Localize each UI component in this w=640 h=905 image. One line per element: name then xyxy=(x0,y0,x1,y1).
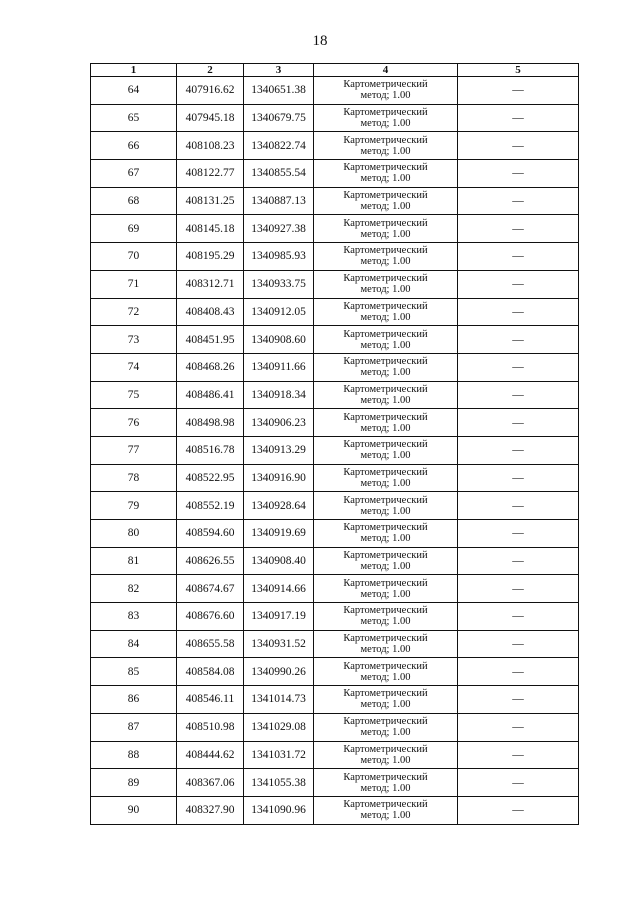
method-line-2: метод; 1.00 xyxy=(360,394,411,406)
method-cell xyxy=(314,381,458,409)
method-cell xyxy=(314,603,458,631)
y-coordinate-cell: 1340913.29 xyxy=(244,436,314,464)
method-line-1: Картометрический xyxy=(343,273,428,285)
method-line-1: Картометрический xyxy=(343,328,428,340)
method-line-1: Картометрический xyxy=(343,300,428,312)
description-cell: — xyxy=(458,492,579,520)
table-row xyxy=(91,686,579,714)
method-cell xyxy=(314,353,458,381)
table-row xyxy=(91,187,579,215)
x-coordinate-cell: 408195.29 xyxy=(177,243,244,271)
table-row xyxy=(91,353,579,381)
x-coordinate-cell: 408522.95 xyxy=(177,464,244,492)
table-row xyxy=(91,243,579,271)
y-coordinate-cell: 1340918.34 xyxy=(244,381,314,409)
method-cell xyxy=(314,520,458,548)
method-line-1: Картометрический xyxy=(343,162,428,174)
x-coordinate-cell: 408451.95 xyxy=(177,326,244,354)
table-row xyxy=(91,603,579,631)
table-header-row xyxy=(91,64,579,77)
method-line-1: Картометрический xyxy=(343,605,428,617)
table-row xyxy=(91,436,579,464)
method-line-1: Картометрический xyxy=(343,356,428,368)
method-line-2: метод; 1.00 xyxy=(360,671,411,683)
method-line-2: метод; 1.00 xyxy=(360,367,411,379)
page-number: 18 xyxy=(312,33,328,49)
x-coordinate-cell: 408626.55 xyxy=(177,547,244,575)
x-coordinate-cell: 408145.18 xyxy=(177,215,244,243)
point-number-cell: 84 xyxy=(91,630,177,658)
method-cell xyxy=(314,270,458,298)
method-cell xyxy=(314,492,458,520)
method-line-1: Картометрический xyxy=(343,771,428,783)
method-line-2: метод; 1.00 xyxy=(360,201,411,213)
method-line-1: Картометрический xyxy=(343,217,428,229)
method-line-2: метод; 1.00 xyxy=(360,145,411,157)
description-cell: — xyxy=(458,187,579,215)
y-coordinate-cell: 1341055.38 xyxy=(244,769,314,797)
method-line-2: метод; 1.00 xyxy=(360,810,411,822)
x-coordinate-cell: 408584.08 xyxy=(177,658,244,686)
y-coordinate-cell: 1340916.90 xyxy=(244,464,314,492)
method-line-2: метод; 1.00 xyxy=(360,644,411,656)
y-coordinate-cell: 1341014.73 xyxy=(244,686,314,714)
method-line-2: метод; 1.00 xyxy=(360,561,411,573)
x-coordinate-cell: 408468.26 xyxy=(177,353,244,381)
table-row xyxy=(91,520,579,548)
point-number-cell: 77 xyxy=(91,436,177,464)
point-number-cell: 82 xyxy=(91,575,177,603)
method-line-1: Картометрический xyxy=(343,577,428,589)
method-cell xyxy=(314,575,458,603)
table-body xyxy=(91,77,579,825)
method-line-1: Картометрический xyxy=(343,79,428,91)
method-cell xyxy=(314,409,458,437)
x-coordinate-cell: 408122.77 xyxy=(177,160,244,188)
method-cell xyxy=(314,630,458,658)
method-cell xyxy=(314,104,458,132)
point-number-cell: 88 xyxy=(91,741,177,769)
method-line-1: Картометрический xyxy=(343,383,428,395)
y-coordinate-cell: 1340908.40 xyxy=(244,547,314,575)
method-line-1: Картометрический xyxy=(343,716,428,728)
point-number-cell: 79 xyxy=(91,492,177,520)
method-line-2: метод; 1.00 xyxy=(360,339,411,351)
y-coordinate-cell: 1340919.69 xyxy=(244,520,314,548)
x-coordinate-cell: 408674.67 xyxy=(177,575,244,603)
method-cell xyxy=(314,160,458,188)
description-cell: — xyxy=(458,381,579,409)
method-line-1: Картометрический xyxy=(343,411,428,423)
y-coordinate-cell: 1341031.72 xyxy=(244,741,314,769)
method-line-2: метод; 1.00 xyxy=(360,173,411,185)
point-number-cell: 66 xyxy=(91,132,177,160)
point-number-cell: 87 xyxy=(91,713,177,741)
method-cell xyxy=(314,741,458,769)
table-row xyxy=(91,326,579,354)
header-col-3: 3 xyxy=(244,64,314,77)
method-line-2: метод; 1.00 xyxy=(360,505,411,517)
table-row xyxy=(91,769,579,797)
header-col-1: 1 xyxy=(91,64,177,77)
method-line-1: Картометрический xyxy=(343,688,428,700)
description-cell: — xyxy=(458,630,579,658)
x-coordinate-cell: 408108.23 xyxy=(177,132,244,160)
method-line-1: Картометрический xyxy=(343,550,428,562)
description-cell: — xyxy=(458,547,579,575)
point-number-cell: 67 xyxy=(91,160,177,188)
y-coordinate-cell: 1340927.38 xyxy=(244,215,314,243)
table-row xyxy=(91,796,579,824)
description-cell: — xyxy=(458,160,579,188)
x-coordinate-cell: 408498.98 xyxy=(177,409,244,437)
description-cell: — xyxy=(458,796,579,824)
point-number-cell: 68 xyxy=(91,187,177,215)
method-line-2: метод; 1.00 xyxy=(360,311,411,323)
point-number-cell: 72 xyxy=(91,298,177,326)
x-coordinate-cell: 408655.58 xyxy=(177,630,244,658)
method-line-2: метод; 1.00 xyxy=(360,699,411,711)
x-coordinate-cell: 407945.18 xyxy=(177,104,244,132)
x-coordinate-cell: 408510.98 xyxy=(177,713,244,741)
x-coordinate-cell: 408486.41 xyxy=(177,381,244,409)
x-coordinate-cell: 407916.62 xyxy=(177,77,244,105)
point-number-cell: 81 xyxy=(91,547,177,575)
y-coordinate-cell: 1340908.60 xyxy=(244,326,314,354)
description-cell: — xyxy=(458,464,579,492)
point-number-cell: 65 xyxy=(91,104,177,132)
table-row xyxy=(91,77,579,105)
method-cell xyxy=(314,769,458,797)
method-line-2: метод; 1.00 xyxy=(360,782,411,794)
y-coordinate-cell: 1340985.93 xyxy=(244,243,314,271)
table-row xyxy=(91,160,579,188)
y-coordinate-cell: 1340914.66 xyxy=(244,575,314,603)
description-cell: — xyxy=(458,77,579,105)
table-row xyxy=(91,132,579,160)
table-row xyxy=(91,492,579,520)
x-coordinate-cell: 408552.19 xyxy=(177,492,244,520)
method-line-2: метод; 1.00 xyxy=(360,256,411,268)
method-line-1: Картометрический xyxy=(343,660,428,672)
method-cell xyxy=(314,77,458,105)
x-coordinate-cell: 408676.60 xyxy=(177,603,244,631)
description-cell: — xyxy=(458,326,579,354)
description-cell: — xyxy=(458,686,579,714)
x-coordinate-cell: 408367.06 xyxy=(177,769,244,797)
description-cell: — xyxy=(458,603,579,631)
x-coordinate-cell: 408131.25 xyxy=(177,187,244,215)
description-cell: — xyxy=(458,520,579,548)
point-number-cell: 86 xyxy=(91,686,177,714)
point-number-cell: 69 xyxy=(91,215,177,243)
y-coordinate-cell: 1340911.66 xyxy=(244,353,314,381)
table-row xyxy=(91,630,579,658)
method-cell xyxy=(314,796,458,824)
method-cell xyxy=(314,686,458,714)
x-coordinate-cell: 408594.60 xyxy=(177,520,244,548)
method-line-2: метод; 1.00 xyxy=(360,450,411,462)
x-coordinate-cell: 408327.90 xyxy=(177,796,244,824)
y-coordinate-cell: 1340931.52 xyxy=(244,630,314,658)
table-row xyxy=(91,409,579,437)
description-cell: — xyxy=(458,575,579,603)
table-row xyxy=(91,464,579,492)
table-row xyxy=(91,104,579,132)
table-row xyxy=(91,575,579,603)
method-cell xyxy=(314,326,458,354)
table-row xyxy=(91,658,579,686)
y-coordinate-cell: 1340917.19 xyxy=(244,603,314,631)
description-cell: — xyxy=(458,713,579,741)
point-number-cell: 73 xyxy=(91,326,177,354)
method-cell xyxy=(314,132,458,160)
method-cell xyxy=(314,243,458,271)
method-cell xyxy=(314,464,458,492)
x-coordinate-cell: 408408.43 xyxy=(177,298,244,326)
x-coordinate-cell: 408444.62 xyxy=(177,741,244,769)
point-number-cell: 75 xyxy=(91,381,177,409)
point-number-cell: 70 xyxy=(91,243,177,271)
method-cell xyxy=(314,187,458,215)
method-cell xyxy=(314,713,458,741)
point-number-cell: 80 xyxy=(91,520,177,548)
y-coordinate-cell: 1340990.26 xyxy=(244,658,314,686)
point-number-cell: 89 xyxy=(91,769,177,797)
y-coordinate-cell: 1340822.74 xyxy=(244,132,314,160)
coordinates-table xyxy=(90,63,579,825)
description-cell: — xyxy=(458,658,579,686)
y-coordinate-cell: 1341029.08 xyxy=(244,713,314,741)
description-cell: — xyxy=(458,741,579,769)
method-line-2: метод; 1.00 xyxy=(360,284,411,296)
header-col-2: 2 xyxy=(177,64,244,77)
method-line-2: метод; 1.00 xyxy=(360,422,411,434)
table-row xyxy=(91,215,579,243)
method-line-1: Картометрический xyxy=(343,633,428,645)
method-line-1: Картометрический xyxy=(343,799,428,811)
method-line-2: метод; 1.00 xyxy=(360,588,411,600)
table-row xyxy=(91,270,579,298)
method-line-2: метод; 1.00 xyxy=(360,118,411,130)
x-coordinate-cell: 408546.11 xyxy=(177,686,244,714)
method-line-2: метод; 1.00 xyxy=(360,90,411,102)
description-cell: — xyxy=(458,409,579,437)
point-number-cell: 71 xyxy=(91,270,177,298)
method-line-1: Картометрический xyxy=(343,494,428,506)
point-number-cell: 76 xyxy=(91,409,177,437)
y-coordinate-cell: 1341090.96 xyxy=(244,796,314,824)
y-coordinate-cell: 1340651.38 xyxy=(244,77,314,105)
description-cell: — xyxy=(458,436,579,464)
y-coordinate-cell: 1340887.13 xyxy=(244,187,314,215)
table-row xyxy=(91,713,579,741)
table-row xyxy=(91,741,579,769)
method-line-1: Картометрический xyxy=(343,134,428,146)
point-number-cell: 90 xyxy=(91,796,177,824)
method-cell xyxy=(314,298,458,326)
y-coordinate-cell: 1340855.54 xyxy=(244,160,314,188)
description-cell: — xyxy=(458,769,579,797)
y-coordinate-cell: 1340679.75 xyxy=(244,104,314,132)
x-coordinate-cell: 408312.71 xyxy=(177,270,244,298)
point-number-cell: 74 xyxy=(91,353,177,381)
method-line-1: Картометрический xyxy=(343,743,428,755)
method-line-2: метод; 1.00 xyxy=(360,477,411,489)
description-cell: — xyxy=(458,104,579,132)
x-coordinate-cell: 408516.78 xyxy=(177,436,244,464)
y-coordinate-cell: 1340906.23 xyxy=(244,409,314,437)
method-line-2: метод; 1.00 xyxy=(360,754,411,766)
point-number-cell: 78 xyxy=(91,464,177,492)
method-line-2: метод; 1.00 xyxy=(360,727,411,739)
method-line-1: Картометрический xyxy=(343,522,428,534)
description-cell: — xyxy=(458,243,579,271)
point-number-cell: 83 xyxy=(91,603,177,631)
method-cell xyxy=(314,436,458,464)
method-line-2: метод; 1.00 xyxy=(360,533,411,545)
method-cell xyxy=(314,658,458,686)
method-line-1: Картометрический xyxy=(343,439,428,451)
method-line-1: Картометрический xyxy=(343,107,428,119)
table-row xyxy=(91,547,579,575)
method-line-2: метод; 1.00 xyxy=(360,228,411,240)
method-cell xyxy=(314,547,458,575)
method-line-2: метод; 1.00 xyxy=(360,616,411,628)
y-coordinate-cell: 1340933.75 xyxy=(244,270,314,298)
method-line-1: Картометрический xyxy=(343,466,428,478)
description-cell: — xyxy=(458,132,579,160)
description-cell: — xyxy=(458,270,579,298)
method-line-1: Картометрический xyxy=(343,245,428,257)
y-coordinate-cell: 1340928.64 xyxy=(244,492,314,520)
point-number-cell: 85 xyxy=(91,658,177,686)
method-cell xyxy=(314,215,458,243)
header-col-4: 4 xyxy=(314,64,458,77)
description-cell: — xyxy=(458,353,579,381)
description-cell: — xyxy=(458,215,579,243)
y-coordinate-cell: 1340912.05 xyxy=(244,298,314,326)
point-number-cell: 64 xyxy=(91,77,177,105)
table-row xyxy=(91,381,579,409)
header-col-5: 5 xyxy=(458,64,579,77)
description-cell: — xyxy=(458,298,579,326)
table-row xyxy=(91,298,579,326)
method-line-1: Картометрический xyxy=(343,190,428,202)
